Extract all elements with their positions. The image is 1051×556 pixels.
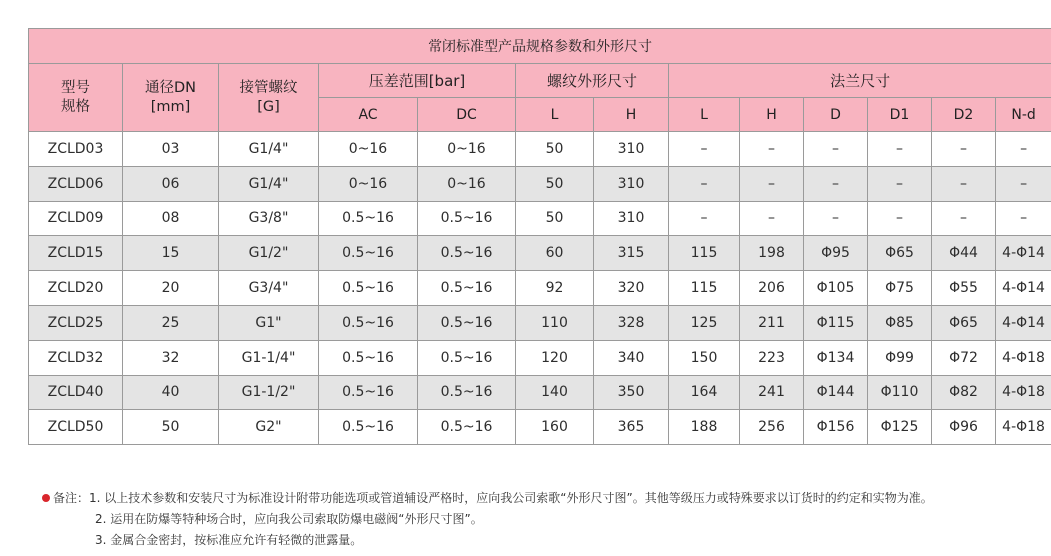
header-flange-h: H xyxy=(740,98,804,132)
table-row xyxy=(29,410,1051,445)
cell-flange-l: 115 xyxy=(669,271,740,306)
cell-flange-l: – xyxy=(669,166,740,201)
header-thread-label: 接管螺纹 [G] xyxy=(239,79,298,115)
note-item: 1. 以上技术参数和安装尺寸为标准设计附带功能选项或管道辅设严格时，应向我公司索歌“外形尺寸图”。其他等级压力或特殊要求以订货时的约定和实物为准。 xyxy=(89,491,933,505)
table-row xyxy=(29,132,1051,167)
note-item: 3. 金属合金密封，按标准应允许有轻微的泄露量。 xyxy=(95,533,363,547)
header-thread-dimension-group: 螺纹外形尺寸 xyxy=(516,64,669,98)
cell-model: ZCLD09 xyxy=(29,201,123,236)
header-pressure-ac: AC xyxy=(319,98,418,132)
cell-thread-h: 310 xyxy=(594,132,669,167)
cell-thread: G1" xyxy=(219,305,319,340)
cell-flange-d: Φ134 xyxy=(804,340,868,375)
cell-dn: 40 xyxy=(123,375,219,410)
cell-pressure-ac: 0.5~16 xyxy=(319,375,418,410)
cell-flange-d2: – xyxy=(932,201,996,236)
cell-thread-h: 365 xyxy=(594,410,669,445)
cell-pressure-dc: 0.5~16 xyxy=(418,375,516,410)
cell-dn: 32 xyxy=(123,340,219,375)
cell-flange-l: 125 xyxy=(669,305,740,340)
cell-pressure-dc: 0.5~16 xyxy=(418,236,516,271)
cell-flange-l: 188 xyxy=(669,410,740,445)
notes-prefix: 备注： xyxy=(53,491,90,505)
cell-dn: 08 xyxy=(123,201,219,236)
cell-flange-h: 198 xyxy=(740,236,804,271)
cell-dn: 25 xyxy=(123,305,219,340)
cell-model: ZCLD20 xyxy=(29,271,123,306)
cell-pressure-dc: 0~16 xyxy=(418,166,516,201)
header-thread xyxy=(219,64,319,132)
cell-pressure-ac: 0.5~16 xyxy=(319,340,418,375)
cell-thread: G1/4" xyxy=(219,166,319,201)
cell-thread: G3/8" xyxy=(219,201,319,236)
spec-table-container xyxy=(28,28,1045,445)
cell-thread-h: 310 xyxy=(594,166,669,201)
header-dn xyxy=(123,64,219,132)
header-model xyxy=(29,64,123,132)
cell-dn: 06 xyxy=(123,166,219,201)
cell-flange-d: Φ144 xyxy=(804,375,868,410)
table-row xyxy=(29,340,1051,375)
header-flange-nd: N-d xyxy=(996,98,1051,132)
table-row xyxy=(29,236,1051,271)
cell-flange-nd: – xyxy=(996,166,1051,201)
cell-model: ZCLD50 xyxy=(29,410,123,445)
cell-dn: 50 xyxy=(123,410,219,445)
cell-flange-nd: 4-Φ14 xyxy=(996,305,1051,340)
cell-thread-l: 160 xyxy=(516,410,594,445)
cell-model: ZCLD32 xyxy=(29,340,123,375)
cell-flange-d2: Φ82 xyxy=(932,375,996,410)
cell-thread-l: 50 xyxy=(516,132,594,167)
cell-model: ZCLD40 xyxy=(29,375,123,410)
cell-pressure-dc: 0.5~16 xyxy=(418,201,516,236)
cell-pressure-ac: 0.5~16 xyxy=(319,305,418,340)
cell-thread-h: 328 xyxy=(594,305,669,340)
cell-pressure-ac: 0~16 xyxy=(319,132,418,167)
cell-flange-l: – xyxy=(669,132,740,167)
cell-dn: 03 xyxy=(123,132,219,167)
header-flange-d1: D1 xyxy=(868,98,932,132)
cell-flange-l: – xyxy=(669,201,740,236)
cell-flange-d1: Φ75 xyxy=(868,271,932,306)
cell-flange-d1: – xyxy=(868,166,932,201)
table-row xyxy=(29,201,1051,236)
table-row xyxy=(29,271,1051,306)
cell-flange-nd: – xyxy=(996,201,1051,236)
cell-pressure-ac: 0~16 xyxy=(319,166,418,201)
cell-flange-h: – xyxy=(740,132,804,167)
cell-flange-d: Φ105 xyxy=(804,271,868,306)
cell-flange-h: 256 xyxy=(740,410,804,445)
cell-flange-d1: Φ99 xyxy=(868,340,932,375)
cell-flange-d: Φ115 xyxy=(804,305,868,340)
cell-flange-nd: 4-Φ14 xyxy=(996,271,1051,306)
cell-flange-d: – xyxy=(804,201,868,236)
cell-flange-l: 164 xyxy=(669,375,740,410)
header-pressure-dc: DC xyxy=(418,98,516,132)
cell-flange-d2: – xyxy=(932,132,996,167)
cell-dn: 20 xyxy=(123,271,219,306)
cell-dn: 15 xyxy=(123,236,219,271)
cell-flange-nd: 4-Φ18 xyxy=(996,410,1051,445)
cell-thread-h: 315 xyxy=(594,236,669,271)
cell-thread-h: 320 xyxy=(594,271,669,306)
header-pressure-group: 压差范围[bar] xyxy=(319,64,516,98)
cell-thread-h: 310 xyxy=(594,201,669,236)
cell-flange-nd: 4-Φ18 xyxy=(996,340,1051,375)
cell-flange-d1: Φ110 xyxy=(868,375,932,410)
cell-pressure-dc: 0.5~16 xyxy=(418,271,516,306)
cell-flange-d1: – xyxy=(868,201,932,236)
cell-flange-l: 115 xyxy=(669,236,740,271)
cell-flange-d2: Φ96 xyxy=(932,410,996,445)
table-row xyxy=(29,375,1051,410)
cell-flange-d: Φ156 xyxy=(804,410,868,445)
cell-flange-h: 223 xyxy=(740,340,804,375)
cell-thread: G1-1/4" xyxy=(219,340,319,375)
cell-thread: G1-1/2" xyxy=(219,375,319,410)
cell-pressure-dc: 0.5~16 xyxy=(418,305,516,340)
note-line-1 xyxy=(42,488,1032,509)
note-item: 2. 运用在防爆等特种场合时，应向我公司索取防爆电磁阀“外形尺寸图”。 xyxy=(95,512,483,526)
cell-flange-h: 206 xyxy=(740,271,804,306)
cell-thread-l: 120 xyxy=(516,340,594,375)
cell-pressure-ac: 0.5~16 xyxy=(319,201,418,236)
cell-thread-l: 50 xyxy=(516,201,594,236)
cell-flange-d2: Φ65 xyxy=(932,305,996,340)
notes-section xyxy=(42,488,1032,551)
cell-flange-nd: – xyxy=(996,132,1051,167)
cell-flange-d1: Φ125 xyxy=(868,410,932,445)
cell-flange-l: 150 xyxy=(669,340,740,375)
cell-flange-d1: Φ85 xyxy=(868,305,932,340)
cell-flange-h: – xyxy=(740,201,804,236)
cell-pressure-ac: 0.5~16 xyxy=(319,271,418,306)
header-flange-l: L xyxy=(669,98,740,132)
cell-flange-d: – xyxy=(804,166,868,201)
cell-flange-d2: Φ72 xyxy=(932,340,996,375)
cell-thread: G1/4" xyxy=(219,132,319,167)
header-flange-d: D xyxy=(804,98,868,132)
cell-thread: G3/4" xyxy=(219,271,319,306)
cell-thread-h: 340 xyxy=(594,340,669,375)
note-line-3 xyxy=(42,530,1032,551)
cell-flange-d1: Φ65 xyxy=(868,236,932,271)
cell-pressure-ac: 0.5~16 xyxy=(319,410,418,445)
cell-flange-d2: Φ55 xyxy=(932,271,996,306)
cell-flange-d: Φ95 xyxy=(804,236,868,271)
cell-flange-nd: 4-Φ14 xyxy=(996,236,1051,271)
cell-thread-l: 110 xyxy=(516,305,594,340)
cell-thread: G2" xyxy=(219,410,319,445)
table-row xyxy=(29,166,1051,201)
table-row xyxy=(29,305,1051,340)
cell-thread-h: 350 xyxy=(594,375,669,410)
cell-model: ZCLD25 xyxy=(29,305,123,340)
cell-flange-h: 211 xyxy=(740,305,804,340)
note-line-2 xyxy=(42,509,1032,530)
header-flange-d2: D2 xyxy=(932,98,996,132)
header-thread-h: H xyxy=(594,98,669,132)
cell-flange-d2: – xyxy=(932,166,996,201)
header-flange-group: 法兰尺寸 xyxy=(669,64,1051,98)
cell-flange-d2: Φ44 xyxy=(932,236,996,271)
spec-table xyxy=(28,28,1051,445)
cell-model: ZCLD15 xyxy=(29,236,123,271)
cell-flange-d1: – xyxy=(868,132,932,167)
header-dn-label: 通径DN [mm] xyxy=(144,79,196,115)
bullet-dot-icon xyxy=(42,494,50,502)
cell-pressure-dc: 0.5~16 xyxy=(418,340,516,375)
cell-thread-l: 60 xyxy=(516,236,594,271)
cell-flange-h: 241 xyxy=(740,375,804,410)
cell-model: ZCLD06 xyxy=(29,166,123,201)
header-thread-l: L xyxy=(516,98,594,132)
cell-thread-l: 140 xyxy=(516,375,594,410)
cell-flange-d: – xyxy=(804,132,868,167)
header-model-label: 型号 规格 xyxy=(61,79,90,115)
cell-flange-nd: 4-Φ18 xyxy=(996,375,1051,410)
cell-thread-l: 92 xyxy=(516,271,594,306)
cell-flange-h: – xyxy=(740,166,804,201)
cell-pressure-dc: 0.5~16 xyxy=(418,410,516,445)
cell-pressure-ac: 0.5~16 xyxy=(319,236,418,271)
cell-thread: G1/2" xyxy=(219,236,319,271)
cell-thread-l: 50 xyxy=(516,166,594,201)
table-title: 常闭标准型产品规格参数和外形尺寸 xyxy=(29,29,1051,64)
cell-model: ZCLD03 xyxy=(29,132,123,167)
cell-pressure-dc: 0~16 xyxy=(418,132,516,167)
